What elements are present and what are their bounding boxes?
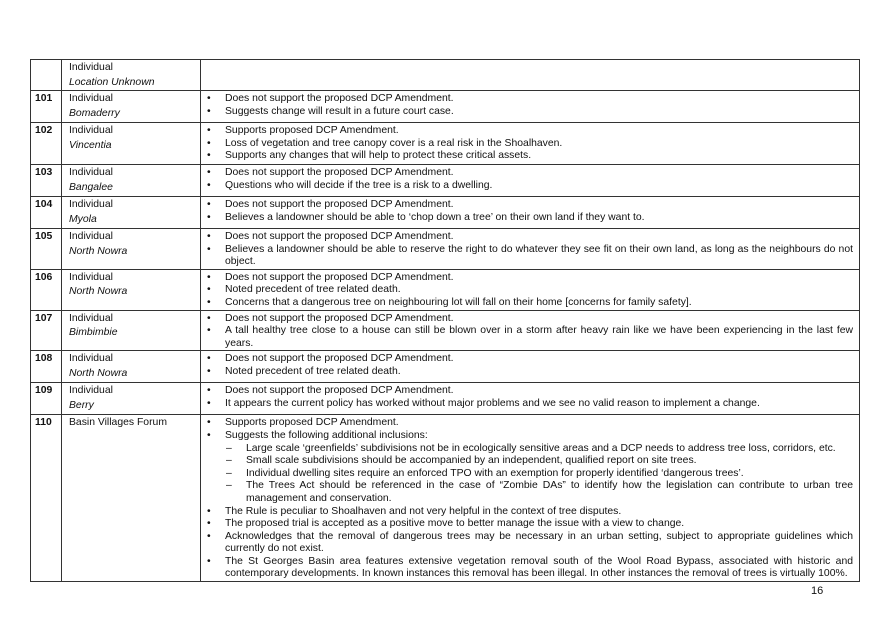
comment-list: [225, 167, 853, 192]
comment-text: Questions who will decide if the tree is a risk to a dwelling.: [225, 179, 493, 191]
sub-point-list: [225, 443, 853, 506]
submission-number: [31, 60, 62, 91]
submission-row: [31, 310, 860, 351]
comments-cell: [201, 310, 860, 351]
submitter-location: Vincentia: [69, 139, 112, 151]
comment-point: [225, 430, 853, 506]
submitter-name: Basin Villages Forum: [69, 417, 167, 429]
comment-text: Does not support the proposed DCP Amendment.: [225, 167, 454, 178]
submission-number: 105: [31, 229, 62, 270]
submission-row: [31, 60, 860, 91]
comment-text: Does not support the proposed DCP Amendment.: [225, 353, 454, 365]
comment-text: The St Georges Basin area features extensive vegetation removal south of the Wool Road Bypass, associated with historic and contemporary developments. In known instances this removal has been illegal. In other instances the removal of trees is virtually 100%.: [225, 555, 853, 580]
comment-point: [225, 297, 853, 310]
submitter-name: Individual: [69, 93, 113, 104]
comment-point: [225, 167, 853, 180]
comment-point: [225, 106, 853, 119]
comment-point: [225, 180, 853, 193]
comment-list: [225, 231, 853, 269]
comment-point: [225, 231, 853, 244]
comment-point: [225, 125, 853, 138]
submitter-name: Individual: [69, 199, 113, 210]
comment-text: Suggests the following additional inclusions:: [225, 429, 428, 441]
comment-text: Supports any changes that will help to protect these critical assets.: [225, 150, 532, 162]
comment-point: [225, 506, 853, 519]
submitter-name: Individual: [69, 385, 113, 397]
comment-point: [225, 556, 853, 581]
comment-text: Acknowledges that the removal of dangerous trees may be necessary in an urban setting, subject to appropriate guidelines which currently do not exist.: [225, 530, 853, 555]
submitter-name: Individual: [69, 231, 113, 242]
submitter-cell: [62, 310, 201, 351]
comment-text: Does not support the proposed DCP Amendment.: [225, 231, 454, 242]
submission-number: 110: [31, 415, 62, 582]
submitter-name: Individual: [69, 353, 113, 365]
submission-number: 101: [31, 91, 62, 123]
comments-cell: [201, 60, 860, 91]
comments-cell: [201, 197, 860, 229]
comment-text: Supports proposed DCP Amendment.: [225, 417, 399, 429]
comment-text: Believes a landowner should be able to reserve the right to do whatever they see fit on their own land, as long as the neighbours do not object.: [225, 243, 853, 268]
sub-point: – Small scale subdivisions should be accompanied by an independent, qualified report on site trees.: [246, 455, 853, 468]
submission-row: [31, 123, 860, 165]
submitter-name: Individual: [69, 125, 113, 136]
comment-text: Concerns that a dangerous tree on neighbouring lot will fall on their home [concerns for family safety].: [225, 296, 692, 308]
submitter-location: Bomaderry: [69, 107, 120, 119]
sub-point: – The Trees Act should be referenced in the case of “Zombie DAs” to identify how the legislation can contribute to urban tree management and conservation.: [246, 480, 853, 505]
comment-text: Does not support the proposed DCP Amendment.: [225, 385, 454, 397]
comment-point: [225, 398, 853, 411]
comment-point: [225, 531, 853, 556]
submitter-cell: [62, 123, 201, 165]
comment-point: [225, 272, 853, 285]
submitter-cell: [62, 269, 201, 310]
submission-row: [31, 165, 860, 197]
comments-cell: [201, 165, 860, 197]
comment-point: [225, 93, 853, 106]
comment-text: A tall healthy tree close to a house can still be blown over in a storm after heavy rain like we have been experiencing in the last few years.: [225, 325, 853, 349]
submitter-location: North Nowra: [69, 245, 128, 257]
submitter-cell: [62, 60, 201, 91]
comment-list: [225, 93, 853, 118]
submitter-cell: [62, 91, 201, 123]
comment-point: [225, 284, 853, 297]
comment-text: Suggests change will result in a future court case.: [225, 105, 454, 117]
submission-number: 109: [31, 383, 62, 415]
submitter-name: Individual: [69, 167, 113, 178]
comments-cell: [201, 269, 860, 310]
comments-cell: [201, 123, 860, 165]
comment-text: The proposed trial is accepted as a positive move to better manage the issue with a view to change.: [225, 518, 685, 530]
comment-point: [225, 313, 853, 326]
comment-text: Noted precedent of tree related death.: [225, 284, 401, 296]
submitter-cell: [62, 229, 201, 270]
comment-text: Believes a landowner should be able to ‘chop down a tree’ on their own land if they want to.: [225, 211, 645, 223]
submitter-name: Individual: [69, 312, 113, 324]
submission-row: [31, 351, 860, 383]
submitter-name: Individual: [69, 62, 113, 73]
comment-point: [225, 244, 853, 269]
comment-list: [225, 199, 853, 224]
comment-point: [225, 325, 853, 350]
comment-text: It appears the current policy has worked without major problems and we see no valid reason to implement a change.: [225, 397, 760, 409]
submitter-location: Location Unknown: [69, 76, 155, 88]
comment-text: Supports proposed DCP Amendment.: [225, 125, 399, 136]
submitter-cell: [62, 197, 201, 229]
comment-text: Does not support the proposed DCP Amendment.: [225, 93, 454, 104]
submission-number: 102: [31, 123, 62, 165]
comment-point: [225, 212, 853, 225]
submission-number: 103: [31, 165, 62, 197]
sub-point: – Large scale ‘greenfields’ subdivisions not be in ecologically sensitive areas and a DCP needs to address tree loss, corridors, etc.: [246, 443, 853, 456]
comment-point: [225, 150, 853, 163]
comment-text: Loss of vegetation and tree canopy cover is a real risk in the Shoalhaven.: [225, 137, 563, 149]
submitter-location: Bangalee: [69, 181, 113, 193]
comment-point: [225, 366, 853, 379]
comment-point: [225, 199, 853, 212]
submission-row: [31, 269, 860, 310]
submission-number: 106: [31, 269, 62, 310]
page-number: 16: [811, 585, 824, 597]
submitter-cell: [62, 351, 201, 383]
submitter-location: North Nowra: [69, 286, 128, 298]
submissions-table: [30, 59, 860, 582]
comments-cell: [201, 383, 860, 415]
comment-text: Does not support the proposed DCP Amendment.: [225, 312, 454, 324]
sub-point: – Individual dwelling sites require an enforced TPO with an exemption for properly identified ‘dangerous trees’.: [246, 468, 853, 481]
submission-number: 108: [31, 351, 62, 383]
comment-point: [225, 417, 853, 430]
submission-row: [31, 229, 860, 270]
comment-text: Does not support the proposed DCP Amendment.: [225, 271, 454, 283]
comment-point: [225, 353, 853, 366]
comment-list: [225, 125, 853, 163]
submitter-cell: [62, 415, 201, 582]
submitter-name: Individual: [69, 271, 113, 283]
comment-list: [225, 417, 853, 581]
submission-row: [31, 383, 860, 415]
comment-text: The Rule is peculiar to Shoalhaven and not very helpful in the context of tree disputes.: [225, 505, 622, 517]
comments-cell: [201, 229, 860, 270]
submitter-location: Bimbimbie: [69, 327, 118, 339]
comment-text: Does not support the proposed DCP Amendment.: [225, 199, 454, 210]
submitter-location: Berry: [69, 399, 94, 411]
submitter-cell: [62, 165, 201, 197]
comment-list: [225, 272, 853, 310]
comment-point: [225, 138, 853, 151]
submitter-cell: [62, 383, 201, 415]
comment-list: [225, 353, 853, 378]
submitter-location: North Nowra: [69, 367, 128, 379]
comment-list: [225, 313, 853, 351]
submitter-location: Myola: [69, 213, 97, 225]
comments-cell: [201, 351, 860, 383]
comment-text: Noted precedent of tree related death.: [225, 365, 401, 377]
comment-point: [225, 385, 853, 398]
comment-list: [225, 385, 853, 410]
comment-point: [225, 518, 853, 531]
submission-row: [31, 197, 860, 229]
comments-cell: [201, 415, 860, 582]
submission-number: 107: [31, 310, 62, 351]
submission-row: [31, 91, 860, 123]
submission-number: 104: [31, 197, 62, 229]
submission-row: [31, 415, 860, 582]
comments-cell: [201, 91, 860, 123]
